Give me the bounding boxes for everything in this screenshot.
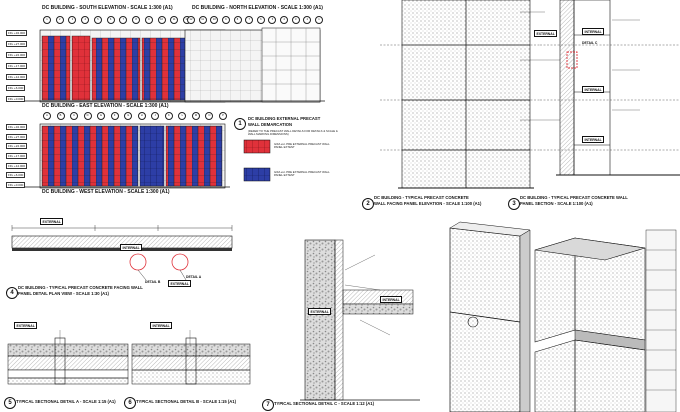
- detail-b-drawing: [132, 338, 250, 384]
- grid-bubble: F: [111, 112, 119, 120]
- legend-title-line1: DC BUILDING EXTERNAL PRECAST: [248, 116, 321, 121]
- detail-a-number: 5: [4, 397, 16, 409]
- detail-b-title: TYPICAL SECTIONAL DETAIL B - SCALE 1:15 (A1): [136, 399, 236, 404]
- grid-bubble: P: [219, 112, 227, 120]
- plan-external-tag-2: EXTERNAL: [168, 280, 191, 287]
- panel-elevation-title-line2: WALL FACING PANEL ELEVATION - SCALE 1:100 (A1): [374, 201, 482, 206]
- detail-a-external-tag: EXTERNAL: [14, 322, 37, 329]
- panel-elevation-number: 2: [362, 198, 374, 210]
- grid-bubble: 10: [210, 16, 218, 24]
- plan-external-tag: EXTERNAL: [40, 218, 63, 225]
- grid-bubble: 3: [68, 16, 76, 24]
- grid-bubble: 10: [158, 16, 166, 24]
- level-marker: FFL +12.000: [8, 163, 25, 168]
- plan-detail-b-callout: DETAIL B: [145, 280, 161, 284]
- level-marker: FFL +6.000: [8, 173, 24, 178]
- north-elevation: [185, 28, 325, 102]
- legend-item-red-text: GIFA ext. PRE EXTERNAL PRECAST WALL PANEL EXTENT: [274, 142, 330, 150]
- plan-view: [12, 225, 232, 280]
- panel-elevation: [380, 0, 540, 188]
- grid-bubble: 5: [268, 16, 276, 24]
- east-elevation-title: DC BUILDING - EAST ELEVATION - SCALE 1:300 (A1): [42, 103, 169, 109]
- detail-a-drawing: [8, 338, 128, 384]
- detail-c-internal-tag: INTERNAL: [380, 296, 402, 303]
- grid-bubble: 3: [292, 16, 300, 24]
- grid-bubble: 7: [245, 16, 253, 24]
- level-marker: FFL +27.000: [8, 134, 25, 139]
- panel-section-title-line1: DC BUILDING - TYPICAL PRECAST CONCRETE WALL: [520, 195, 628, 200]
- plan-detail-a-callout: DETAIL A: [186, 275, 202, 279]
- grid-bubble: 2: [303, 16, 311, 24]
- grid-bubble: M: [192, 112, 200, 120]
- detail-c-external-tag: EXTERNAL: [308, 308, 331, 315]
- legend-note: (REFER TO THE PRECAST WALL DETAILS FOR DETAILS & SCALE & WALL MARKING DIMENSIONS): [248, 129, 338, 137]
- level-marker: FFL +32.000: [8, 31, 25, 35]
- north-elevation-title: DC BUILDING - NORTH ELEVATION - SCALE 1:300 (A1): [192, 5, 323, 11]
- level-marker: FFL +17.000: [8, 154, 25, 158]
- detail-c-callout: DETAIL C: [582, 41, 598, 45]
- level-marker: FFL +22.000: [8, 53, 25, 57]
- grid-bubble: K: [165, 112, 173, 120]
- grid-bubble: 1: [43, 16, 51, 24]
- grid-bubble: 6: [257, 16, 265, 24]
- grid-bubble: 8: [234, 16, 242, 24]
- level-marker: FFL +6.000: [8, 86, 24, 90]
- grid-bubble: 6: [107, 16, 115, 24]
- grid-bubble: L: [178, 112, 186, 120]
- south-elevation-title: DC BUILDING - SOUTH ELEVATION - SCALE 1:300 (A1): [42, 5, 173, 11]
- grid-bubble: D: [84, 112, 92, 120]
- grid-bubble: J: [151, 112, 159, 120]
- legend-swatches: [244, 140, 270, 181]
- level-marker: FFL +32.000: [8, 125, 25, 129]
- panel-section-number: 3: [508, 198, 520, 210]
- isometric-connection-view: [535, 230, 676, 412]
- grid-bubble: 4: [280, 16, 288, 24]
- level-marker: FFL +0.000: [8, 183, 24, 187]
- internal-tag-upper: INTERNAL: [582, 28, 604, 35]
- grid-bubble: 4: [81, 16, 89, 24]
- grid-bubble: 2: [56, 16, 64, 24]
- level-marker: FFL +27.000: [8, 42, 25, 46]
- grid-bubble: B: [57, 112, 65, 120]
- level-marker: FFL +22.000: [8, 144, 25, 149]
- grid-bubble: 5: [94, 16, 102, 24]
- plan-view-title-line2: PANEL DETAIL PLAN VIEW - SCALE 1:30 (A1): [18, 291, 109, 296]
- detail-b-internal-tag: INTERNAL: [150, 322, 172, 329]
- grid-bubble: 9: [222, 16, 230, 24]
- legend-item-blue-text: GIFA ext. PRE EXTERNAL PRECAST WALL PANEL EXTENT: [274, 170, 330, 178]
- grid-bubble: 7: [119, 16, 127, 24]
- grid-bubble: N: [205, 112, 213, 120]
- plan-internal-tag: INTERNAL: [120, 244, 142, 251]
- grid-bubble: 11: [170, 16, 178, 24]
- grid-bubble: 1: [315, 16, 323, 24]
- grid-bubble: 8: [132, 16, 140, 24]
- isometric-panel-view: [450, 222, 530, 412]
- level-marker: FFL +12.000: [8, 75, 25, 79]
- panel-section-title-line2: PANEL SECTION - SCALE 1:100 (A1): [520, 201, 593, 206]
- east-elevation: [10, 124, 230, 188]
- detail-b-number: 6: [124, 397, 136, 409]
- level-marker: FFL +0.000: [8, 97, 24, 101]
- grid-bubble: H: [138, 112, 146, 120]
- detail-c-number: 7: [262, 399, 274, 411]
- external-tag-elevation: EXTERNAL: [534, 30, 557, 37]
- grid-bubble: 12: [187, 16, 195, 24]
- panel-section: [540, 0, 680, 175]
- internal-tag-lower: INTERNAL: [582, 136, 604, 143]
- grid-bubble: E: [97, 112, 105, 120]
- grid-bubble: 11: [199, 16, 207, 24]
- plan-view-title-line1: DC BUILDING - TYPICAL PRECAST CONCRETE FACING WALL: [18, 285, 143, 290]
- panel-elevation-title-line1: DC BUILDING - TYPICAL PRECAST CONCRETE: [374, 195, 469, 200]
- level-marker: FFL +17.000: [8, 64, 25, 68]
- plan-view-number: 4: [6, 287, 18, 299]
- detail-a-title: TYPICAL SECTIONAL DETAIL A - SCALE 1:15 (A1): [16, 399, 116, 404]
- grid-bubble: C: [70, 112, 78, 120]
- grid-bubble: A: [43, 112, 51, 120]
- west-elevation-title: DC BUILDING - WEST ELEVATION - SCALE 1:300 (A1): [42, 189, 170, 195]
- detail-c-title: TYPICAL SECTIONAL DETAIL C - SCALE 1:12 (A1): [274, 401, 374, 406]
- legend-number: 1: [234, 118, 246, 130]
- internal-tag-middle: INTERNAL: [582, 86, 604, 93]
- grid-bubble: 9: [145, 16, 153, 24]
- legend-title-line2: WALL DEMARCATION: [248, 122, 293, 127]
- grid-bubble: G: [124, 112, 132, 120]
